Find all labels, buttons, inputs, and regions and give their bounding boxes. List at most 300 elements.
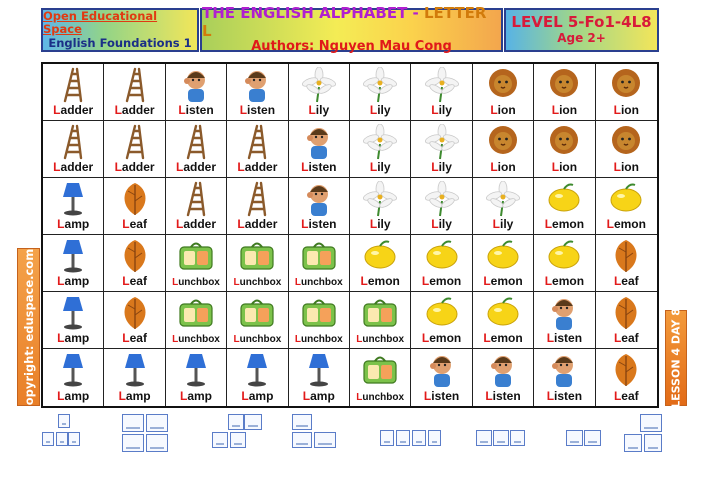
first-letter: L [613, 160, 621, 174]
lemon-icon [481, 238, 525, 274]
word-rest: ion [559, 103, 578, 117]
word-rest: unchbox [178, 277, 220, 288]
first-letter: L [241, 389, 249, 403]
word-card [596, 178, 657, 235]
word-card [104, 292, 165, 349]
thumbnail-card [644, 434, 662, 452]
title-letter: LETTER L [202, 4, 487, 40]
lunchbox-icon [358, 352, 402, 388]
first-letter: L [57, 217, 65, 231]
ladder-icon [235, 181, 279, 217]
first-letter: L [613, 389, 622, 403]
word-card [534, 292, 595, 349]
word-card [43, 178, 104, 235]
word-rest: emon [429, 331, 462, 345]
word-card [227, 235, 288, 292]
ladder-icon [113, 124, 157, 160]
lily-icon [481, 181, 525, 217]
first-letter: L [118, 389, 126, 403]
word-label [176, 217, 216, 231]
word-card [227, 64, 288, 121]
header-school-box [41, 8, 199, 52]
thumbnail-preview [566, 430, 602, 448]
word-label [614, 103, 639, 117]
thumbnail-card [314, 432, 336, 448]
lunchbox-icon [174, 238, 218, 274]
word-rest: adder [60, 103, 94, 117]
first-letter: L [301, 217, 309, 231]
lamp-icon [174, 352, 218, 388]
lily-icon [420, 67, 464, 103]
word-label [552, 103, 577, 117]
word-card [104, 121, 165, 178]
word-rest: ily [438, 103, 452, 117]
lion-icon [542, 124, 586, 160]
thumbnail-card [228, 414, 244, 430]
word-card [166, 178, 227, 235]
lamp-icon [51, 181, 95, 217]
thumbnail-preview [212, 414, 264, 450]
listen-icon [297, 181, 341, 217]
lily-icon [297, 67, 341, 103]
first-letter: L [356, 392, 363, 403]
lemon-icon [542, 181, 586, 217]
word-label [547, 389, 582, 403]
word-card [166, 235, 227, 292]
word-label [547, 331, 582, 345]
word-rest: unchbox [301, 334, 343, 345]
word-card [411, 292, 472, 349]
word-rest: isten [185, 103, 214, 117]
word-label [122, 331, 147, 345]
word-rest: ion [497, 160, 516, 174]
thumbnail-card [146, 414, 168, 432]
first-letter: L [178, 103, 186, 117]
word-card [534, 178, 595, 235]
word-label [490, 103, 515, 117]
word-rest: emon [490, 274, 523, 288]
word-card [43, 64, 104, 121]
word-card [227, 349, 288, 406]
word-card [534, 64, 595, 121]
thumbnail-card [230, 432, 246, 448]
first-letter: L [546, 331, 555, 345]
word-rest: eaf [129, 217, 147, 231]
word-card [411, 64, 472, 121]
word-card [227, 121, 288, 178]
first-letter: L [237, 160, 245, 174]
word-card [411, 349, 472, 406]
lion-icon [542, 67, 586, 103]
word-rest: amp [187, 389, 212, 403]
first-letter: L [551, 160, 560, 174]
word-label [483, 274, 522, 288]
word-rest: eaf [129, 331, 147, 345]
first-letter: L [175, 160, 184, 174]
first-letter: L [490, 103, 498, 117]
thumbnail-card [624, 434, 642, 452]
thumbnail-preview [624, 414, 664, 454]
thumbnail-preview [42, 414, 80, 456]
thumbnail-card [122, 434, 144, 452]
word-rest: emon [613, 217, 646, 231]
word-label [422, 274, 461, 288]
word-rest: amp [64, 274, 90, 288]
thumbnail-preview [122, 414, 170, 454]
word-label [237, 160, 277, 174]
thumbnail-card [493, 430, 509, 446]
lemon-icon [420, 295, 464, 331]
thumbnail-card [380, 430, 394, 446]
word-label [240, 103, 275, 117]
word-card [473, 178, 534, 235]
thumbnail-card [396, 430, 410, 446]
word-rest: eaf [621, 274, 639, 288]
word-label [172, 334, 220, 345]
lily-icon [358, 181, 402, 217]
word-rest: ily [377, 103, 391, 117]
word-card [411, 178, 472, 235]
first-letter: L [114, 160, 122, 174]
lemon-icon [358, 238, 402, 274]
first-letter: L [122, 274, 130, 288]
word-label [176, 160, 216, 174]
word-rest: emon [490, 331, 523, 345]
word-label [545, 217, 584, 231]
first-letter: L [483, 331, 491, 345]
leaf-icon [113, 238, 157, 274]
lunchbox-icon [297, 238, 341, 274]
thumbnail-card [476, 430, 492, 446]
first-letter: L [544, 274, 553, 288]
word-rest: adder [60, 160, 94, 174]
lesson-tag [665, 310, 687, 406]
word-label [308, 103, 329, 117]
listen-icon [420, 352, 464, 388]
word-card [596, 292, 657, 349]
word-label [53, 160, 93, 174]
ladder-icon [51, 67, 95, 103]
word-label [57, 217, 89, 231]
first-letter: L [57, 331, 65, 345]
first-letter: L [490, 160, 498, 174]
lemon-icon [481, 295, 525, 331]
word-card [473, 64, 534, 121]
word-card [227, 292, 288, 349]
word-rest: ily [315, 103, 330, 117]
word-card [104, 235, 165, 292]
word-card [350, 292, 411, 349]
lunchbox-icon [235, 295, 279, 331]
level-code: LEVEL 5-Fo1-4L8 [511, 13, 652, 32]
lily-icon [358, 124, 402, 160]
word-rest: emon [552, 274, 585, 288]
word-label [237, 217, 277, 231]
first-letter: L [421, 274, 430, 288]
copyright-tag [17, 228, 40, 426]
first-letter: L [431, 103, 439, 117]
lesson-text: LESSON 4 DAY 8 [669, 308, 683, 408]
word-card [596, 235, 657, 292]
lily-icon [420, 124, 464, 160]
first-letter: L [421, 331, 430, 345]
word-rest: isten [554, 389, 583, 403]
word-card [534, 121, 595, 178]
first-letter: L [369, 103, 378, 117]
lemon-icon [542, 238, 586, 274]
word-card [227, 178, 288, 235]
word-label [431, 160, 452, 174]
first-letter: L [233, 334, 240, 345]
lion-icon [604, 67, 648, 103]
word-card [289, 64, 350, 121]
first-letter: L [114, 103, 122, 117]
first-letter: L [57, 389, 65, 403]
word-label [614, 331, 639, 345]
thumbnail-card [566, 430, 583, 446]
word-card [43, 292, 104, 349]
word-card [289, 292, 350, 349]
word-card [350, 178, 411, 235]
word-card [534, 235, 595, 292]
word-label [370, 217, 391, 231]
leaf-icon [113, 181, 157, 217]
first-letter: L [294, 277, 302, 288]
lunchbox-icon [297, 295, 341, 331]
word-label [356, 334, 404, 345]
leaf-icon [604, 352, 648, 388]
first-letter: L [233, 277, 240, 288]
word-label [552, 160, 577, 174]
word-card [289, 121, 350, 178]
word-rest: adder [183, 160, 216, 174]
listen-icon [542, 295, 586, 331]
first-letter: L [551, 103, 560, 117]
first-letter: L [613, 331, 622, 345]
word-label [234, 334, 282, 345]
first-letter: L [179, 389, 188, 403]
word-card [350, 121, 411, 178]
first-letter: L [369, 217, 378, 231]
thumbnail-card [58, 414, 70, 428]
word-card [350, 64, 411, 121]
word-label [301, 160, 336, 174]
word-rest: ily [438, 217, 452, 231]
word-rest: emon [367, 274, 400, 288]
ladder-icon [235, 124, 279, 160]
word-label [178, 103, 213, 117]
word-label [180, 389, 212, 403]
word-rest: ion [497, 103, 516, 117]
word-rest: amp [64, 389, 90, 403]
word-rest: amp [64, 331, 90, 345]
word-rest: unchbox [239, 277, 282, 288]
first-letter: L [485, 389, 493, 403]
lamp-icon [235, 352, 279, 388]
first-letter: L [175, 217, 184, 231]
word-label [303, 389, 335, 403]
thumbnail-card [244, 414, 262, 430]
word-rest: ion [620, 103, 639, 117]
title-main: THE ENGLISH ALPHABET - [202, 4, 424, 23]
word-label [483, 331, 522, 345]
word-label [53, 103, 93, 117]
word-card [289, 235, 350, 292]
word-label [370, 160, 391, 174]
first-letter: L [483, 274, 491, 288]
word-label [614, 274, 639, 288]
first-letter: L [53, 160, 61, 174]
first-letter: L [302, 389, 311, 403]
leaf-icon [604, 295, 648, 331]
word-card [289, 178, 350, 235]
word-label [356, 392, 404, 403]
word-rest: ily [438, 160, 452, 174]
leaf-icon [604, 238, 648, 274]
first-letter: L [431, 217, 439, 231]
word-label [493, 217, 514, 231]
word-rest: adder [121, 103, 155, 117]
first-letter: L [369, 160, 378, 174]
first-letter: L [431, 160, 439, 174]
word-rest: amp [64, 217, 90, 231]
word-label [424, 389, 459, 403]
ladder-icon [51, 124, 95, 160]
word-card [166, 64, 227, 121]
word-label [485, 389, 520, 403]
thumbnail-card [292, 414, 312, 430]
thumbnail-card [122, 414, 144, 432]
listen-icon [542, 352, 586, 388]
word-rest: eaf [129, 274, 147, 288]
first-letter: L [492, 217, 500, 231]
thumbnail-card [510, 430, 525, 446]
word-rest: emon [429, 274, 462, 288]
header-level-box [504, 8, 659, 52]
word-card [473, 349, 534, 406]
lamp-icon [297, 352, 341, 388]
first-letter: L [360, 274, 368, 288]
thumbnail-card [412, 430, 426, 446]
lamp-icon [51, 238, 95, 274]
word-label [234, 277, 282, 288]
ladder-icon [113, 67, 157, 103]
thumbnail-card [292, 432, 312, 448]
word-label [115, 103, 155, 117]
ladder-icon [174, 124, 218, 160]
word-rest: adder [244, 217, 278, 231]
word-label [614, 160, 639, 174]
word-label [119, 389, 151, 403]
thumbnail-card [584, 430, 601, 446]
course-name: English Foundations 1 [48, 35, 192, 50]
word-rest: unchbox [239, 334, 282, 345]
word-label [301, 217, 336, 231]
thumbnail-preview [476, 430, 526, 448]
word-rest: isten [431, 389, 460, 403]
lamp-icon [51, 352, 95, 388]
first-letter: L [294, 334, 302, 345]
word-label [361, 274, 400, 288]
word-rest: eaf [621, 331, 639, 345]
word-card [534, 349, 595, 406]
thumbnail-preview [292, 414, 338, 452]
word-card [166, 121, 227, 178]
word-rest: ily [377, 217, 391, 231]
word-rest: isten [308, 217, 337, 231]
word-label [295, 277, 343, 288]
word-rest: isten [308, 160, 337, 174]
school-name: Open Educational Space [43, 9, 158, 37]
lamp-icon [51, 295, 95, 331]
word-label [422, 331, 461, 345]
word-rest: unchbox [362, 392, 405, 403]
first-letter: L [172, 334, 179, 345]
word-card [43, 121, 104, 178]
word-rest: eaf [621, 389, 639, 403]
lion-icon [481, 67, 525, 103]
first-letter: L [53, 103, 61, 117]
listen-icon [174, 67, 218, 103]
word-card [104, 64, 165, 121]
first-letter: L [606, 217, 614, 231]
word-card [411, 121, 472, 178]
word-card [104, 349, 165, 406]
first-letter: L [546, 389, 555, 403]
word-rest: amp [248, 389, 274, 403]
word-label [57, 389, 89, 403]
word-rest: adder [183, 217, 216, 231]
first-letter: L [356, 334, 363, 345]
word-card [350, 235, 411, 292]
word-label [607, 217, 646, 231]
lily-icon [358, 67, 402, 103]
word-rest: unchbox [178, 334, 220, 345]
lemon-icon [420, 238, 464, 274]
word-label [122, 217, 147, 231]
thumbnail-preview [380, 430, 442, 448]
word-rest: isten [247, 103, 276, 117]
authors-line: Authors: Nguyen Mau Cong [251, 38, 452, 54]
listen-icon [481, 352, 525, 388]
thumbnail-card [68, 432, 80, 446]
word-rest: isten [554, 331, 583, 345]
word-label [57, 331, 89, 345]
thumbnail-card [640, 414, 662, 432]
lunchbox-icon [174, 295, 218, 331]
first-letter: L [613, 274, 622, 288]
word-card [473, 235, 534, 292]
word-card [104, 178, 165, 235]
lunchbox-icon [358, 295, 402, 331]
word-card [596, 64, 657, 121]
word-card [166, 349, 227, 406]
word-rest: amp [125, 389, 151, 403]
lion-icon [481, 124, 525, 160]
first-letter: L [613, 103, 621, 117]
word-rest: emon [552, 217, 585, 231]
word-rest: isten [492, 389, 521, 403]
word-label [295, 334, 343, 345]
ladder-icon [174, 181, 218, 217]
word-label [172, 277, 220, 288]
word-card [596, 121, 657, 178]
word-label [122, 274, 147, 288]
word-card [43, 235, 104, 292]
word-rest: adder [244, 160, 278, 174]
word-label [370, 103, 391, 117]
thumbnail-card [56, 432, 68, 446]
